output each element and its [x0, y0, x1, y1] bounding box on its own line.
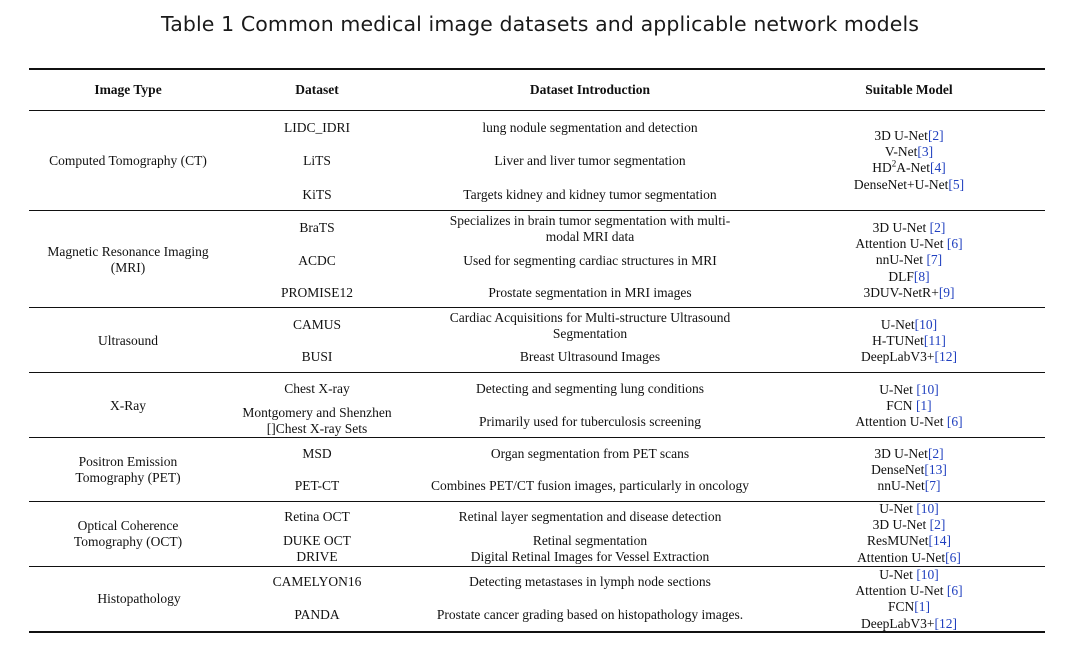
citation-link[interactable]: [6] — [945, 549, 961, 565]
dataset-introduction: Detecting metastases in lymph node sections — [469, 574, 711, 589]
citation-link[interactable]: [10] — [916, 501, 939, 516]
group-rule — [29, 307, 1045, 308]
model-item: nnU-Net [7] — [875, 252, 943, 268]
model-item: FCN [1] — [886, 398, 932, 414]
model-item: Attention U-Net [6] — [855, 236, 963, 252]
model-item: V-Net[3] — [884, 144, 934, 160]
dataset-name: Chest X-ray — [284, 381, 350, 396]
dataset-introduction: Primarily used for tuberculosis screening — [479, 414, 701, 429]
citation-link[interactable]: [6] — [946, 583, 963, 599]
citation-link[interactable]: [13] — [924, 462, 947, 478]
model-item: Attention U-Net [6] — [855, 414, 963, 430]
model-item: U-Net [10] — [879, 382, 939, 397]
dataset-introduction: Breast Ultrasound Images — [519, 349, 661, 364]
dataset-name: BUSI — [301, 349, 333, 364]
model-item: 3D U-Net [2] — [872, 517, 946, 533]
image-type-histopathology: Histopathology — [97, 591, 181, 606]
dataset-introduction: Detecting and segmenting lung conditions — [476, 381, 704, 396]
dataset-name: DRIVE — [296, 549, 338, 564]
dataset-introduction: Specializes in brain tumor segmentation with multi-modal MRI data — [449, 213, 731, 244]
dataset-introduction: Cardiac Acquisitions for Multi-structure Ultrasound Segmentation — [449, 310, 731, 341]
model-list — [773, 567, 1045, 632]
model-item: U-Net [10] — [879, 501, 939, 516]
dataset-introduction: Retinal segmentation — [532, 533, 648, 548]
dataset-name: Retina OCT — [284, 509, 350, 524]
model-list — [773, 382, 1045, 431]
citation-link[interactable]: [14] — [928, 533, 951, 549]
model-item: Attention U-Net[6] — [857, 549, 961, 565]
citation-link[interactable]: [7] — [926, 252, 943, 268]
header-rule — [29, 110, 1045, 111]
dataset-introduction: Organ segmentation from PET scans — [490, 446, 690, 461]
model-list — [773, 446, 1045, 495]
model-item: H-TUNet[11] — [872, 333, 946, 349]
dataset-name: BraTS — [299, 220, 335, 235]
citation-link[interactable]: [6] — [946, 236, 963, 252]
citation-link[interactable]: [12] — [934, 615, 958, 631]
dataset-name: DUKE OCT — [283, 533, 351, 548]
group-rule — [29, 372, 1045, 373]
model-item: DenseNet[13] — [871, 462, 947, 478]
citation-link[interactable]: [1] — [914, 599, 930, 615]
model-item: DeepLabV3+[12] — [860, 615, 958, 631]
top-rule — [29, 68, 1045, 70]
citation-link[interactable]: [5] — [948, 176, 965, 192]
table-title: Table 1 Common medical image datasets and applicable network models — [160, 12, 920, 36]
image-type-xray: X-Ray — [110, 398, 146, 413]
citation-link[interactable]: [3] — [917, 144, 934, 160]
header-model: Suitable Model — [865, 82, 953, 97]
citation-link[interactable]: [2] — [927, 446, 944, 461]
dataset-introduction: Prostate segmentation in MRI images — [488, 285, 692, 300]
model-item: DLF[8] — [888, 268, 930, 284]
model-item: FCN[1] — [887, 599, 930, 615]
dataset-name: PET-CT — [294, 478, 340, 493]
image-type-ultrasound: Ultrasound — [98, 333, 158, 348]
model-item: 3DUV-NetR+[9] — [863, 284, 955, 300]
image-type-mri: Magnetic Resonance Imaging (MRI) — [47, 244, 209, 275]
dataset-introduction: Prostate cancer grading based on histopathology images. — [436, 607, 744, 622]
model-item: U-Net [10] — [879, 567, 939, 582]
citation-link[interactable]: [2] — [927, 128, 944, 143]
image-type-ct: Computed Tomography (CT) — [49, 153, 207, 168]
dataset-introduction: lung nodule segmentation and detection — [482, 120, 698, 135]
citation-link[interactable]: [6] — [946, 414, 963, 430]
dataset-name: LIDC_IDRI — [284, 120, 350, 135]
group-rule — [29, 210, 1045, 211]
model-list — [773, 501, 1045, 566]
citation-link[interactable]: [8] — [913, 268, 930, 284]
dataset-name: PANDA — [294, 607, 340, 622]
citation-link[interactable]: [9] — [938, 284, 955, 300]
dataset-introduction: Combines PET/CT fusion images, particularly in oncology — [430, 478, 750, 493]
model-item: $HD^2A-Net[4]$ — [872, 158, 946, 176]
model-list — [773, 128, 1045, 193]
header-image-type: Image Type — [94, 82, 162, 97]
model-list — [773, 220, 1045, 301]
model-item: 3D U-Net[2] — [874, 128, 944, 143]
dataset-name: CAMELYON16 — [272, 574, 362, 589]
dataset-name: PROMISE12 — [280, 285, 353, 300]
dataset-name: CAMUS — [292, 317, 341, 332]
model-item: DeepLabV3+[12] — [860, 349, 958, 365]
model-item: Attention U-Net [6] — [855, 583, 963, 599]
citation-link[interactable]: [10] — [916, 567, 939, 582]
dataset-name: LiTS — [303, 153, 331, 168]
model-item: ResMUNet[14] — [867, 533, 951, 549]
dataset-introduction: Digital Retinal Images for Vessel Extraction — [470, 549, 710, 564]
citation-link[interactable]: [2] — [929, 517, 946, 533]
citation-link[interactable]: [10] — [916, 382, 939, 397]
model-item: 3D U-Net [2] — [872, 220, 946, 235]
header-introduction: Dataset Introduction — [529, 82, 651, 97]
dataset-name: KiTS — [302, 187, 332, 202]
model-item: 3D U-Net[2] — [874, 446, 944, 461]
dataset-name: ACDC — [298, 253, 336, 268]
dataset-introduction: Retinal layer segmentation and disease detection — [458, 509, 722, 524]
superscript: 2 — [891, 158, 897, 169]
group-rule — [29, 437, 1045, 438]
citation-link[interactable]: [10] — [914, 317, 938, 332]
model-list — [773, 317, 1045, 366]
dataset-introduction: Targets kidney and kidney tumor segmentation — [463, 187, 717, 202]
model-item: nnU-Net[7] — [877, 478, 941, 494]
header-dataset: Dataset — [295, 82, 339, 97]
dataset-name: Montgomery and Shenzhen []Chest X-ray Sets — [242, 405, 392, 436]
citation-link[interactable]: [1] — [915, 398, 932, 414]
image-type-oct: Optical Coherence Tomography (OCT) — [73, 518, 183, 549]
image-type-pet: Positron Emission Tomography (PET) — [75, 454, 181, 485]
citation-link[interactable]: [11] — [923, 333, 946, 349]
model-item: DenseNet+U-Net[5] — [853, 176, 965, 192]
dataset-introduction: Liver and liver tumor segmentation — [494, 153, 686, 168]
citation-link[interactable]: [7] — [924, 478, 941, 494]
citation-link[interactable]: [4] — [930, 160, 946, 176]
citation-link[interactable]: [12] — [934, 349, 958, 365]
dataset-introduction: Used for segmenting cardiac structures in MRI — [463, 253, 717, 268]
citation-link[interactable]: [2] — [929, 220, 946, 235]
dataset-name: MSD — [302, 446, 332, 461]
model-item: U-Net[10] — [880, 317, 938, 332]
